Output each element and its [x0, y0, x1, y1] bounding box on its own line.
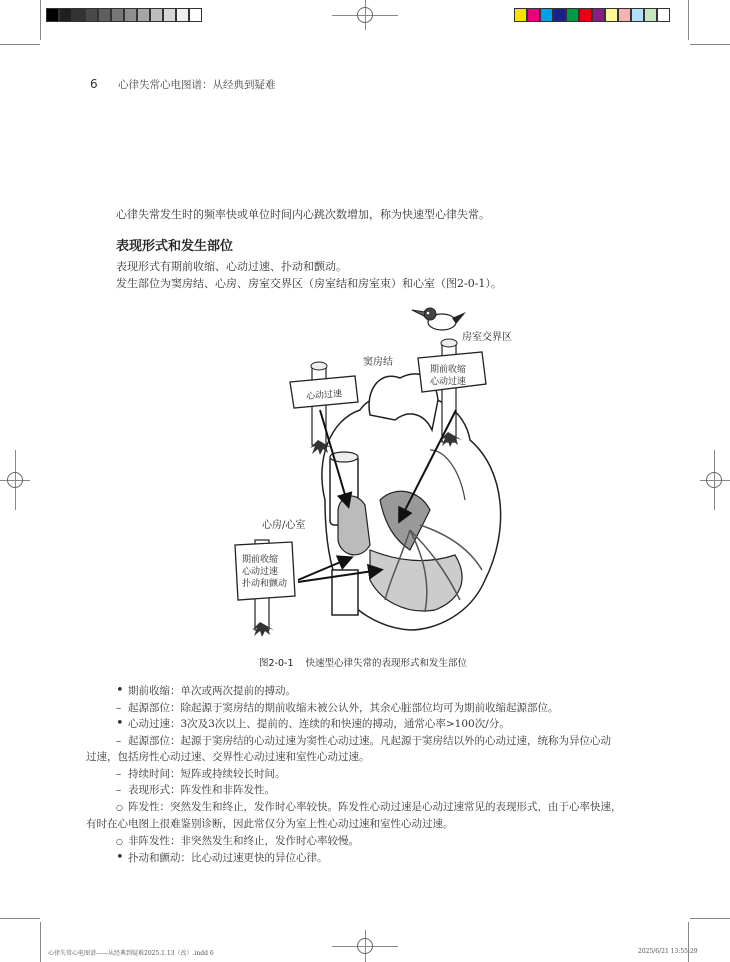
figure-caption-text: 快速型心律失常的表现形式和发生部位: [305, 658, 468, 669]
list-item: –持续时间：短阵或持续较长时间。: [116, 766, 646, 783]
sign-av-line1: 期前收缩: [430, 365, 467, 375]
intro-paragraph: 心律失常发生时的频率快或单位时间内心跳次数增加，称为快速型心律失常。: [116, 208, 490, 221]
section-paragraph-2: 发生部位为窦房结、心房、房室交界区（房室结和房室束）和心室（图2-0-1）。: [116, 277, 502, 290]
crop-mark: [40, 922, 41, 962]
color-calibration-bar: [514, 8, 670, 22]
list-item: •期前收缩：单次或两次提前的搏动。: [116, 683, 646, 700]
sign-sinus-text: 心动过速: [305, 389, 343, 403]
bird-illustration: [412, 308, 466, 330]
gray-swatch: [150, 8, 163, 22]
list-item-continuation: 过速，包括房性心动过速、交界性心动过速和室性心动过速。: [86, 751, 370, 763]
page-number: 6: [90, 77, 98, 91]
section-heading: 表现形式和发生部位: [116, 239, 234, 254]
sign-av-line2: 心动过速: [430, 377, 467, 387]
running-title: 心律失常心电图谱：从经典到疑难: [118, 79, 276, 91]
sign-av2-line1: 期前收缩: [242, 555, 279, 565]
list-item: ○非阵发性：非突然发生和终止，发作时心率较慢。: [116, 833, 646, 851]
gray-swatch: [46, 8, 59, 22]
color-swatch: [644, 8, 657, 22]
color-swatch: [605, 8, 618, 22]
list-item: –起源部位：除起源于窦房结的期前收缩未被公认外，其余心脏部位均可为期前收缩起源部位。: [116, 700, 646, 717]
crop-mark: [40, 0, 41, 40]
gray-swatch: [85, 8, 98, 22]
color-swatch: [657, 8, 670, 22]
gray-swatch: [176, 8, 189, 22]
list-item: •心动过速：3次及3次以上、提前的、连续的和快速的搏动，通常心率>100次/分。: [116, 716, 646, 733]
list-item: –起源部位：起源于窦房结的心动过速为窦性心动过速。凡起源于窦房结以外的心动过速，统称为异位心动: [116, 733, 646, 750]
gray-swatch: [189, 8, 202, 22]
color-swatch: [631, 8, 644, 22]
crop-mark: [0, 44, 40, 45]
print-slug-right: 2025/6/21 13:55:29: [638, 948, 698, 955]
gray-swatch: [163, 8, 176, 22]
gray-swatch: [137, 8, 150, 22]
registration-mark-circle: [7, 472, 23, 488]
right-atrium: [338, 496, 370, 555]
label-av-junction: 房室交界区: [462, 332, 512, 343]
registration-mark-circle: [706, 472, 722, 488]
color-swatch: [553, 8, 566, 22]
list-item: •扑动和颤动：比心动过速更快的异位心律。: [116, 850, 646, 867]
sign-av2-line3: 扑动和颤动: [242, 579, 288, 589]
crop-mark: [688, 0, 689, 40]
color-swatch: [514, 8, 527, 22]
color-swatch: [566, 8, 579, 22]
color-swatch: [579, 8, 592, 22]
gray-swatch: [124, 8, 137, 22]
crop-mark: [688, 922, 689, 962]
section-paragraph-1: 表现形式有期前收缩、心动过速、扑动和颤动。: [116, 260, 347, 273]
gray-swatch: [72, 8, 85, 22]
figure-number: 图2-0-1: [259, 658, 294, 669]
definition-list: [86, 683, 646, 867]
gray-swatch: [98, 8, 111, 22]
list-item: –表现形式：阵发性和非阵发性。: [116, 782, 646, 799]
gray-calibration-bar: [46, 8, 202, 22]
gray-swatch: [59, 8, 72, 22]
label-atrium-ventricle: 心房/心室: [262, 520, 306, 531]
label-sinus-node: 窦房结: [363, 357, 393, 368]
crop-mark: [690, 44, 730, 45]
figure-caption: [259, 655, 467, 669]
registration-mark-circle: [357, 7, 373, 23]
color-swatch: [592, 8, 605, 22]
color-swatch: [540, 8, 553, 22]
list-item-continuation: 有时在心电图上很难鉴别诊断，因此常仅分为室上性心动过速和室性心动过速。: [86, 818, 454, 830]
registration-mark-circle: [357, 938, 373, 954]
color-swatch: [527, 8, 540, 22]
list-item: ○阵发性：突然发生和终止，发作时心率较快。阵发性心动过速是心动过速常见的表现形式，由于心率快速，: [116, 799, 646, 817]
crop-mark: [0, 918, 40, 919]
sign-av2-line2: 心动过速: [242, 567, 279, 577]
heart-illustration: [220, 300, 520, 645]
color-swatch: [618, 8, 631, 22]
print-slug-left: 心律失常心电图谱——从经典到疑难2025.1.13（改）.indd 6: [48, 950, 214, 957]
gray-swatch: [111, 8, 124, 22]
crop-mark: [690, 918, 730, 919]
